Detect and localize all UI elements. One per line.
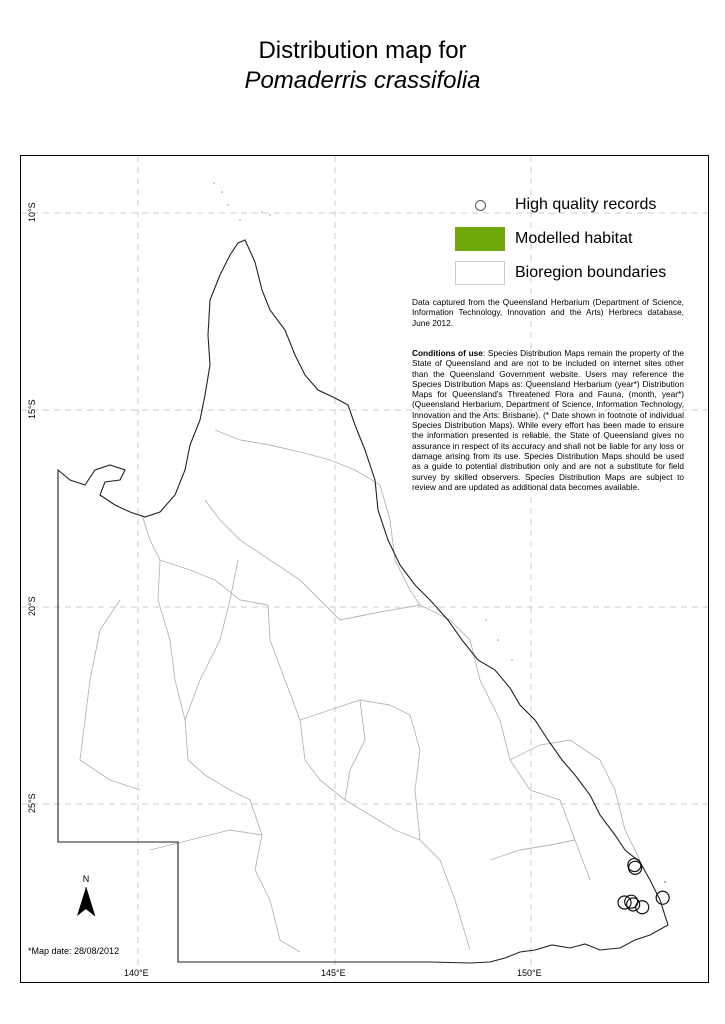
legend bbox=[455, 188, 715, 290]
bioregion-swatch bbox=[455, 261, 505, 285]
lon-label-145: 145°E bbox=[321, 968, 346, 978]
title-species-name: Pomaderris crassifolia bbox=[244, 67, 481, 94]
conditions-text: : Species Distribution Maps remain the property of the State of Queensland and are not to be included on internet sites other than the Queensland Government website. Users may reference the Species Distribution Maps as: Queensland Herbarium (year*) Distribution Maps for Queensland's Threatened Flora and Fauna, (month, year*) (Queensland Herbarium, Department of Science, Information Technology, Innovation and the Arts: Brisbane). (* Date shown in footnote of individual Species Distribution Maps). While every effort has been made to ensure the information presented is reliable, the State of Queensland gives no assurance in respect of its accuracy and shall not be liable for any loss or damage arising from its use. Species Distribution Maps should be used as a guide to potential distribution only and are not a substitute for field survey by skilled observers. Species Distribution Maps are subject to review and are updated as additional data becomes available. bbox=[412, 348, 685, 492]
legend-label: High quality records bbox=[515, 196, 657, 213]
record-marker bbox=[656, 891, 669, 904]
north-arrow-icon bbox=[74, 873, 98, 919]
lat-label-10: 10°S bbox=[27, 202, 37, 222]
map-date: *Map date: 28/08/2012 bbox=[28, 946, 120, 956]
habitat-swatch bbox=[455, 227, 505, 251]
legend-item-habitat bbox=[455, 222, 715, 256]
lat-label-15: 15°S bbox=[27, 399, 37, 419]
legend-item-records bbox=[455, 188, 715, 222]
lat-label-20: 20°S bbox=[27, 596, 37, 616]
hollow-circle-icon bbox=[475, 200, 486, 211]
legend-label: Bioregion boundaries bbox=[515, 264, 667, 281]
conditions-heading: Conditions of use bbox=[412, 348, 483, 358]
title-line-1: Distribution map for bbox=[258, 37, 467, 64]
lon-label-150: 150°E bbox=[517, 968, 542, 978]
legend-item-bioregion bbox=[455, 256, 715, 290]
legend-label: Modelled habitat bbox=[515, 230, 633, 247]
north-label: N bbox=[82, 874, 90, 884]
lat-label-25: 25°S bbox=[27, 793, 37, 813]
conditions-of-use bbox=[412, 348, 684, 492]
lon-label-140: 140°E bbox=[124, 968, 149, 978]
data-source-note: Data captured from the Queensland Herbarium (Department of Science, Information Technology, Innovation and the Arts) Herbrecs database, June 2012. bbox=[412, 297, 684, 328]
record-marker bbox=[636, 901, 649, 914]
